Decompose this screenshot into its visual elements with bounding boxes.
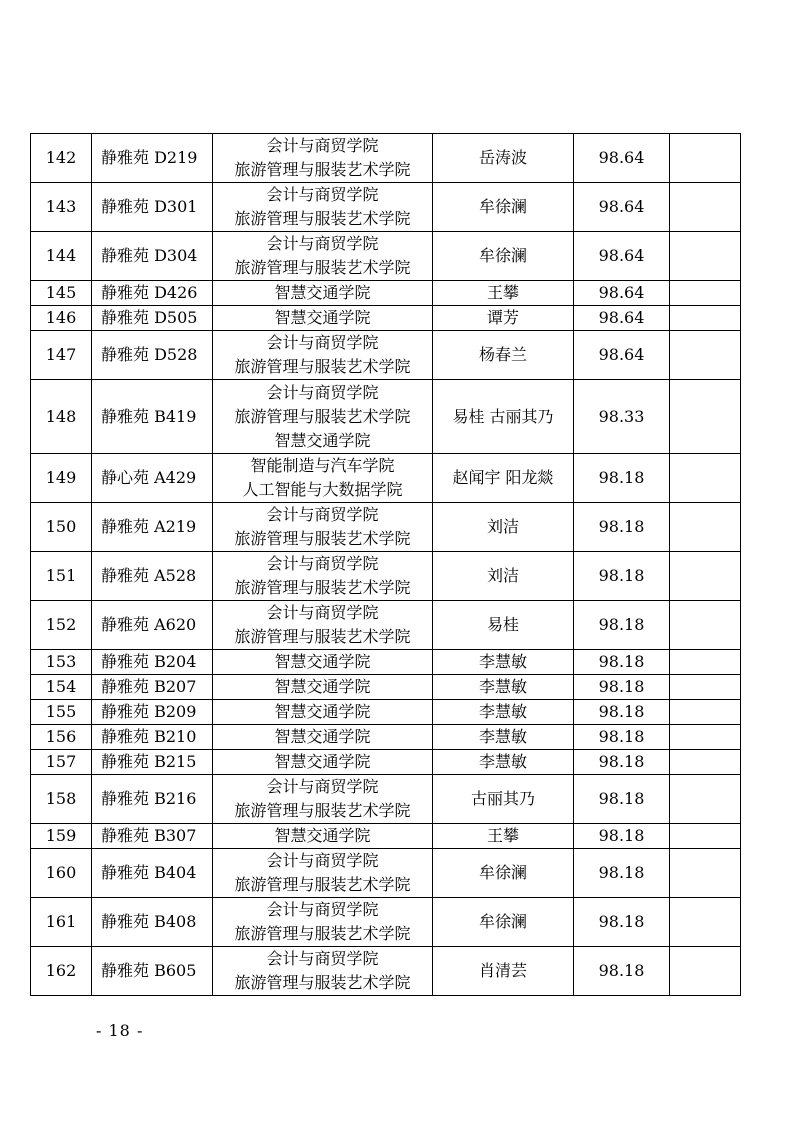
- college-name: 旅游管理与服装艺术学院: [234, 875, 411, 894]
- score-cell: 98.18: [574, 775, 670, 824]
- note-cell: [670, 700, 741, 725]
- college-name: 旅游管理与服装艺术学院: [234, 801, 411, 820]
- table-row: [31, 750, 741, 775]
- row-number-cell: 154: [31, 675, 92, 700]
- dorm-room-cell: 静雅苑 A620: [92, 601, 213, 650]
- table-row: [31, 947, 741, 996]
- score-cell: 98.64: [574, 232, 670, 281]
- responsible-person-cell: 李慧敏: [433, 725, 574, 750]
- college-name: 旅游管理与服装艺术学院: [234, 406, 411, 426]
- college-name: 智慧交通学院: [274, 283, 371, 302]
- responsible-person-cell: 李慧敏: [433, 675, 574, 700]
- score-cell: 98.18: [574, 849, 670, 898]
- row-number-cell: 156: [31, 725, 92, 750]
- table-row: [31, 725, 741, 750]
- table-row: [31, 824, 741, 849]
- note-cell: [670, 503, 741, 552]
- note-cell: [670, 281, 741, 306]
- note-cell: [670, 725, 741, 750]
- college-name: 会计与商贸学院: [266, 603, 379, 622]
- note-cell: [670, 454, 741, 503]
- college-name: 智慧交通学院: [274, 430, 371, 450]
- table-row: [31, 454, 741, 503]
- college-cell: [213, 454, 433, 503]
- score-cell: 98.64: [574, 331, 670, 380]
- dorm-room-cell: 静雅苑 A528: [92, 552, 213, 601]
- responsible-person-cell: 牟徐澜: [433, 898, 574, 947]
- college-cell: [213, 183, 433, 232]
- college-name: 旅游管理与服装艺术学院: [234, 924, 411, 943]
- row-number-cell: 148: [31, 380, 92, 454]
- responsible-person-cell: 刘洁: [433, 552, 574, 601]
- dorm-room-cell: 静雅苑 B419: [92, 380, 213, 454]
- table-row: [31, 849, 741, 898]
- row-number-cell: 147: [31, 331, 92, 380]
- college-cell: [213, 134, 433, 183]
- table-row: [31, 700, 741, 725]
- college-name: 会计与商贸学院: [266, 136, 379, 155]
- college-name: 旅游管理与服装艺术学院: [234, 973, 411, 992]
- dorm-room-cell: 静雅苑 D505: [92, 306, 213, 331]
- row-number-cell: 150: [31, 503, 92, 552]
- college-name: 会计与商贸学院: [266, 851, 379, 870]
- responsible-person-cell: 牟徐澜: [433, 183, 574, 232]
- college-name: 智慧交通学院: [274, 677, 371, 696]
- dorm-room-cell: 静雅苑 B408: [92, 898, 213, 947]
- dorm-room-cell: 静雅苑 D301: [92, 183, 213, 232]
- college-cell: [213, 503, 433, 552]
- college-cell: [213, 232, 433, 281]
- table-row: [31, 331, 741, 380]
- row-number-cell: 144: [31, 232, 92, 281]
- responsible-person-cell: 杨春兰: [433, 331, 574, 380]
- note-cell: [670, 183, 741, 232]
- table-row: [31, 898, 741, 947]
- college-name: 智慧交通学院: [274, 727, 371, 746]
- college-name: 旅游管理与服装艺术学院: [234, 160, 411, 179]
- responsible-person-cell: 王攀: [433, 281, 574, 306]
- responsible-person-cell: 肖清芸: [433, 947, 574, 996]
- dorm-room-cell: 静雅苑 B216: [92, 775, 213, 824]
- college-cell: [213, 601, 433, 650]
- college-name: 会计与商贸学院: [266, 777, 379, 796]
- note-cell: [670, 650, 741, 675]
- dorm-room-cell: 静雅苑 B207: [92, 675, 213, 700]
- dorm-room-cell: 静雅苑 B215: [92, 750, 213, 775]
- college-name: 旅游管理与服装艺术学院: [234, 357, 411, 376]
- score-cell: 98.18: [574, 454, 670, 503]
- responsible-person-cell: 牟徐澜: [433, 849, 574, 898]
- row-number-cell: 158: [31, 775, 92, 824]
- college-name: 会计与商贸学院: [266, 234, 379, 253]
- note-cell: [670, 750, 741, 775]
- dormitory-score-table: [30, 133, 741, 996]
- college-name: 智慧交通学院: [274, 702, 371, 721]
- college-name: 人工智能与大数据学院: [242, 480, 403, 499]
- responsible-person-cell: 易桂 古丽其乃: [433, 380, 574, 454]
- college-cell: [213, 750, 433, 775]
- college-name: 旅游管理与服装艺术学院: [234, 529, 411, 548]
- page-number: - 18 -: [96, 1021, 144, 1040]
- score-cell: 98.18: [574, 503, 670, 552]
- college-cell: [213, 650, 433, 675]
- responsible-person-cell: 牟徐澜: [433, 232, 574, 281]
- note-cell: [670, 134, 741, 183]
- note-cell: [670, 380, 741, 454]
- college-cell: [213, 898, 433, 947]
- college-cell: [213, 700, 433, 725]
- row-number-cell: 145: [31, 281, 92, 306]
- note-cell: [670, 232, 741, 281]
- table-row: [31, 650, 741, 675]
- responsible-person-cell: 赵闻宇 阳龙燚: [433, 454, 574, 503]
- score-cell: 98.64: [574, 183, 670, 232]
- row-number-cell: 159: [31, 824, 92, 849]
- responsible-person-cell: 李慧敏: [433, 750, 574, 775]
- dorm-room-cell: 静心苑 A429: [92, 454, 213, 503]
- table-body: [31, 134, 741, 996]
- score-cell: 98.18: [574, 552, 670, 601]
- dorm-room-cell: 静雅苑 B307: [92, 824, 213, 849]
- score-cell: 98.18: [574, 675, 670, 700]
- college-name: 旅游管理与服装艺术学院: [234, 258, 411, 277]
- college-name: 旅游管理与服装艺术学院: [234, 209, 411, 228]
- note-cell: [670, 775, 741, 824]
- dorm-room-cell: 静雅苑 B209: [92, 700, 213, 725]
- dorm-room-cell: 静雅苑 B204: [92, 650, 213, 675]
- score-cell: 98.18: [574, 750, 670, 775]
- college-cell: [213, 824, 433, 849]
- score-cell: 98.64: [574, 306, 670, 331]
- college-name: 会计与商贸学院: [266, 382, 379, 402]
- row-number-cell: 153: [31, 650, 92, 675]
- dorm-room-cell: 静雅苑 D304: [92, 232, 213, 281]
- table-row: [31, 380, 741, 454]
- row-number-cell: 152: [31, 601, 92, 650]
- row-number-cell: 157: [31, 750, 92, 775]
- note-cell: [670, 306, 741, 331]
- score-cell: 98.18: [574, 824, 670, 849]
- college-cell: [213, 775, 433, 824]
- score-cell: 98.18: [574, 898, 670, 947]
- table-row: [31, 775, 741, 824]
- dorm-room-cell: 静雅苑 D219: [92, 134, 213, 183]
- college-name: 智慧交通学院: [274, 826, 371, 845]
- score-cell: 98.18: [574, 601, 670, 650]
- college-cell: [213, 725, 433, 750]
- score-cell: 98.64: [574, 134, 670, 183]
- college-name: 会计与商贸学院: [266, 949, 379, 968]
- note-cell: [670, 849, 741, 898]
- note-cell: [670, 824, 741, 849]
- responsible-person-cell: 刘洁: [433, 503, 574, 552]
- college-name: 会计与商贸学院: [266, 185, 379, 204]
- table-row: [31, 601, 741, 650]
- college-cell: [213, 281, 433, 306]
- note-cell: [670, 947, 741, 996]
- score-cell: 98.18: [574, 650, 670, 675]
- row-number-cell: 151: [31, 552, 92, 601]
- score-cell: 98.18: [574, 700, 670, 725]
- responsible-person-cell: 易桂: [433, 601, 574, 650]
- college-name: 智慧交通学院: [274, 308, 371, 327]
- dorm-room-cell: 静雅苑 D426: [92, 281, 213, 306]
- college-cell: [213, 947, 433, 996]
- college-cell: [213, 849, 433, 898]
- table-row: [31, 503, 741, 552]
- row-number-cell: 143: [31, 183, 92, 232]
- row-number-cell: 155: [31, 700, 92, 725]
- table-row: [31, 306, 741, 331]
- college-cell: [213, 552, 433, 601]
- score-cell: 98.64: [574, 281, 670, 306]
- note-cell: [670, 675, 741, 700]
- dorm-room-cell: 静雅苑 B404: [92, 849, 213, 898]
- college-name: 会计与商贸学院: [266, 900, 379, 919]
- table-row: [31, 675, 741, 700]
- row-number-cell: 142: [31, 134, 92, 183]
- responsible-person-cell: 谭芳: [433, 306, 574, 331]
- responsible-person-cell: 古丽其乃: [433, 775, 574, 824]
- row-number-cell: 149: [31, 454, 92, 503]
- college-name: 旅游管理与服装艺术学院: [234, 578, 411, 597]
- note-cell: [670, 601, 741, 650]
- score-cell: 98.33: [574, 380, 670, 454]
- note-cell: [670, 331, 741, 380]
- responsible-person-cell: 李慧敏: [433, 650, 574, 675]
- college-cell: [213, 380, 433, 454]
- table-row: [31, 134, 741, 183]
- score-cell: 98.18: [574, 725, 670, 750]
- college-name: 智慧交通学院: [274, 652, 371, 671]
- note-cell: [670, 898, 741, 947]
- college-cell: [213, 331, 433, 380]
- college-cell: [213, 675, 433, 700]
- dorm-room-cell: 静雅苑 D528: [92, 331, 213, 380]
- college-name: 会计与商贸学院: [266, 554, 379, 573]
- college-cell: [213, 306, 433, 331]
- college-name: 智慧交通学院: [274, 752, 371, 771]
- table-row: [31, 183, 741, 232]
- row-number-cell: 161: [31, 898, 92, 947]
- college-name: 旅游管理与服装艺术学院: [234, 627, 411, 646]
- dorm-room-cell: 静雅苑 A219: [92, 503, 213, 552]
- row-number-cell: 162: [31, 947, 92, 996]
- college-name: 会计与商贸学院: [266, 505, 379, 524]
- row-number-cell: 160: [31, 849, 92, 898]
- responsible-person-cell: 王攀: [433, 824, 574, 849]
- table-row: [31, 232, 741, 281]
- score-cell: 98.18: [574, 947, 670, 996]
- table-row: [31, 552, 741, 601]
- row-number-cell: 146: [31, 306, 92, 331]
- college-name: 智能制造与汽车学院: [250, 456, 395, 475]
- table-row: [31, 281, 741, 306]
- college-name: 会计与商贸学院: [266, 333, 379, 352]
- dorm-room-cell: 静雅苑 B210: [92, 725, 213, 750]
- dorm-room-cell: 静雅苑 B605: [92, 947, 213, 996]
- responsible-person-cell: 岳涛波: [433, 134, 574, 183]
- note-cell: [670, 552, 741, 601]
- responsible-person-cell: 李慧敏: [433, 700, 574, 725]
